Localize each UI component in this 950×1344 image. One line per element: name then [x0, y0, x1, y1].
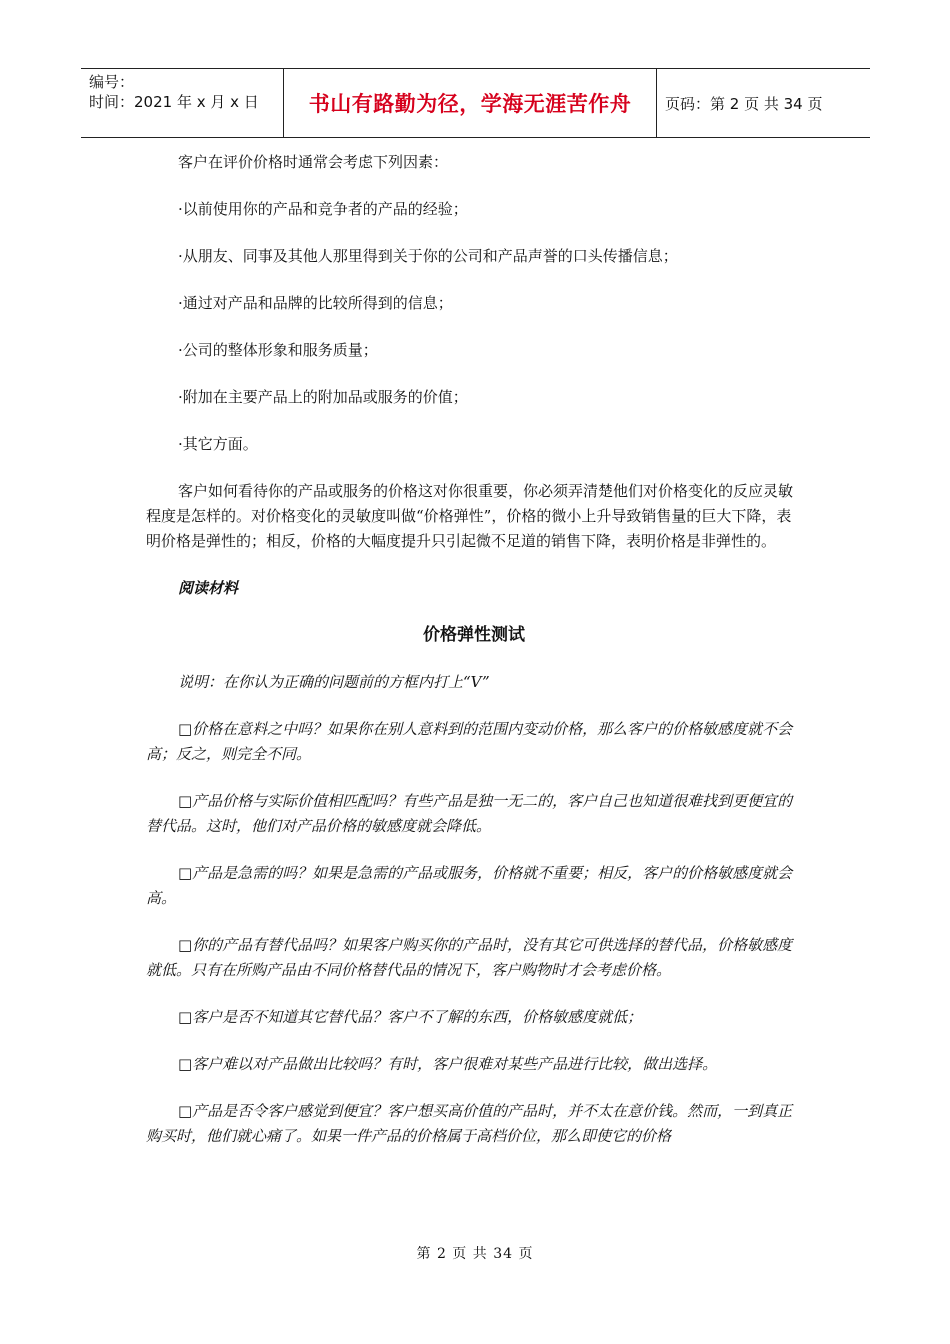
- intro-paragraph: 客户在评价价格时通常会考虑下列因素：: [178, 153, 449, 171]
- checklist-item: □你的产品有替代品吗？如果客户购买你的产品时，没有其它可供选择的替代品，价格敏感度就低。只有在所购产品由不同价格替代品的情况下，客户购物时才会考虑价格。: [146, 936, 793, 979]
- checklist-item: □客户难以对产品做出比较吗？有时，客户很难对某些产品进行比较，做出选择。: [178, 1055, 718, 1073]
- checklist-item: □产品是急需的吗？如果是急需的产品或服务，价格就不重要；相反，客户的价格敏感度就会高。: [146, 864, 793, 907]
- header-page-info: 页码：第 2 页 共 34 页: [665, 94, 823, 113]
- checklist-item: □产品是否令客户感觉到便宜？客户想买高价值的产品时，并不太在意价钱。然而，一到真正购买时，他们就心痛了。如果一件产品的价格属于高档价位，那么即使它的价格: [146, 1102, 793, 1145]
- document-date: 时间：2021 年 x 月 x 日: [89, 93, 259, 111]
- checklist-item: □客户是否不知道其它替代品？客户不了解的东西，价格敏感度就低；: [178, 1008, 643, 1026]
- document-number-label: 编号：: [89, 73, 135, 91]
- bullet-item: ·从朋友、同事及其他人那里得到关于你的公司和产品声誉的口头传播信息；: [178, 247, 678, 265]
- document-body: [146, 150, 802, 1149]
- test-instruction: 说明：在你认为正确的问题前的方框内打上“V”: [178, 673, 490, 691]
- page-header: [81, 68, 870, 138]
- bullet-item: ·附加在主要产品上的附加品或服务的价值；: [178, 388, 468, 406]
- bullet-item: ·以前使用你的产品和竞争者的产品的经验；: [178, 200, 468, 218]
- reading-material-label: 阅读材料: [178, 579, 239, 597]
- checklist-item: □价格在意料之中吗？如果你在别人意料到的范围内变动价格，那么客户的价格敏感度就不会高；反之，则完全不同。: [146, 720, 793, 763]
- price-elasticity-paragraph: 客户如何看待你的产品或服务的价格这对你很重要，你必须弄清楚他们对价格变化的反应灵敏程度是怎样的。对价格变化的灵敏度叫做“价格弹性”，价格的微小上升导致销售量的巨大下降，表明价格是弹性的；相反，价格的大幅度提升只引起微不足道的销售下降，表明价格是非弹性的。: [146, 482, 794, 550]
- page-footer: 第 2 页 共 34 页: [416, 1246, 534, 1262]
- bullet-item: ·公司的整体形象和服务质量；: [178, 341, 378, 359]
- header-motto: 书山有路勤为径，学海无涯苦作舟: [283, 69, 657, 137]
- test-title: 价格弹性测试: [423, 625, 525, 645]
- bullet-item: ·通过对产品和品牌的比较所得到的信息；: [178, 294, 453, 312]
- header-meta: [81, 69, 283, 137]
- bullet-item: ·其它方面。: [178, 435, 258, 453]
- checklist-item: □产品价格与实际价值相匹配吗？有些产品是独一无二的，客户自己也知道很难找到更便宜的替代品。这时，他们对产品价格的敏感度就会降低。: [146, 792, 793, 835]
